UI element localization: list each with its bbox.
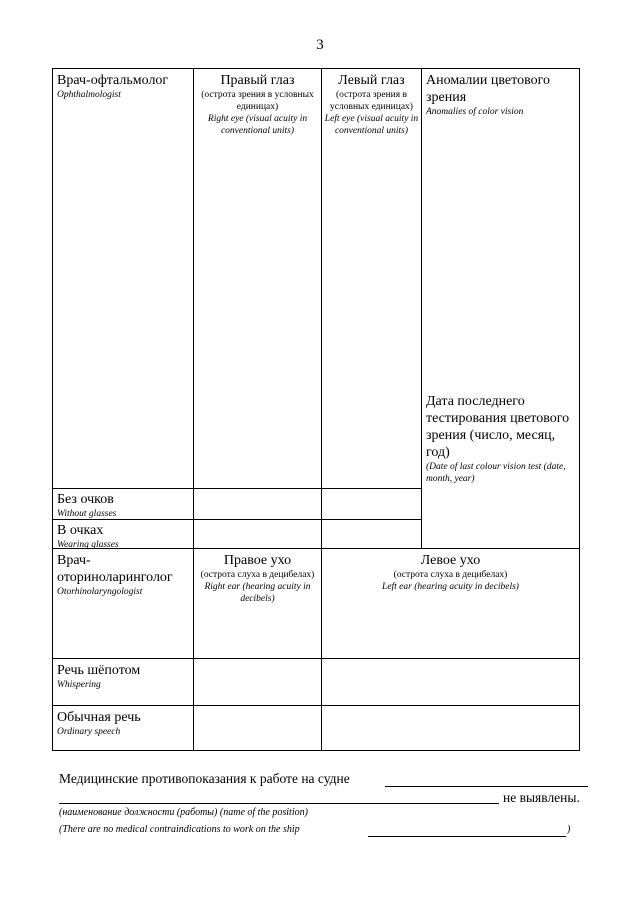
- position-caption: (наименование должности (работы) (name of the position): [59, 807, 308, 818]
- position-field-line: [59, 803, 499, 804]
- ship-field-line: [385, 786, 588, 787]
- whispering-row: [57, 662, 191, 691]
- left-ear-subtitle: (острота слуха в децибелах): [393, 570, 508, 580]
- color-vision-header: [426, 72, 576, 118]
- right-ear-subtitle: (острота слуха в децибелах): [200, 570, 315, 580]
- color-test-date-label-en: (Date of last colour vision test (date, month, year): [426, 462, 566, 484]
- left-ear-title: Левое ухо: [420, 553, 481, 568]
- ordinary-speech-label: Обычная речь: [57, 710, 141, 725]
- closing-paren: ): [567, 824, 571, 835]
- page-number: 3: [316, 37, 324, 53]
- contraindications-en: (There are no medical contraindications to work on the ship: [59, 824, 300, 835]
- whispering-label: Речь шёпотом: [57, 663, 141, 678]
- ophthalmologist-title: Врач-офтальмолог: [57, 73, 169, 88]
- ordinary-speech-row: [57, 709, 191, 738]
- ent-title-line2: оториноларинголог: [57, 570, 173, 585]
- right-eye-title: Правый глаз: [220, 73, 295, 88]
- right-ear-title: Правое ухо: [223, 553, 292, 568]
- not-found-label: не выявлены.: [503, 790, 580, 805]
- color-test-date-label: Дата последнего тестирования цветового зрения (число, месяц, год): [426, 394, 570, 460]
- left-eye-title-en: Left eye (visual acuity in conventional units): [324, 114, 419, 136]
- right-ear-title-en: Right ear (hearing acuity in decibels): [204, 582, 311, 604]
- ordinary-speech-label-en: Ordinary speech: [57, 727, 121, 737]
- contraindications-label: Медицинские противопоказания к работе на судне: [59, 771, 350, 786]
- without-glasses-label: Без очков: [57, 492, 114, 507]
- left-eye-subtitle: (острота зрения в условных единицах): [330, 90, 413, 112]
- color-vision-title-en: Anomalies of color vision: [426, 107, 524, 117]
- otorhinolaryngologist-label: [57, 552, 191, 598]
- without-glasses-label-en: Without glasses: [57, 509, 117, 519]
- wearing-glasses-label: В очках: [57, 523, 104, 538]
- right-ear-header: [196, 552, 319, 605]
- left-eye-title: Левый глаз: [338, 73, 405, 88]
- ship-en-field-line: [368, 836, 566, 837]
- ophthalmologist-title-en: Ophthalmologist: [57, 90, 121, 100]
- whispering-label-en: Whispering: [57, 680, 101, 690]
- color-test-date: [426, 393, 576, 485]
- ent-title-en: Otorhinolaryngologist: [57, 587, 143, 597]
- right-eye-title-en: Right eye (visual acuity in conventional units): [207, 114, 308, 136]
- right-eye-subtitle: (острота зрения в условных единицах): [201, 90, 314, 112]
- ophthalmologist-label: [57, 72, 191, 101]
- ent-title-line1: Врач-: [57, 553, 91, 568]
- left-eye-header: [324, 72, 419, 137]
- right-eye-header: [196, 72, 319, 137]
- wearing-glasses-row: [57, 522, 191, 551]
- color-vision-title: Аномалии цветового зрения: [426, 73, 550, 105]
- wearing-glasses-label-en: Wearing glasses: [57, 540, 119, 550]
- left-ear-title-en: Left ear (hearing acuity in decibels): [382, 582, 519, 592]
- without-glasses-row: [57, 491, 191, 520]
- left-ear-header: [324, 552, 577, 593]
